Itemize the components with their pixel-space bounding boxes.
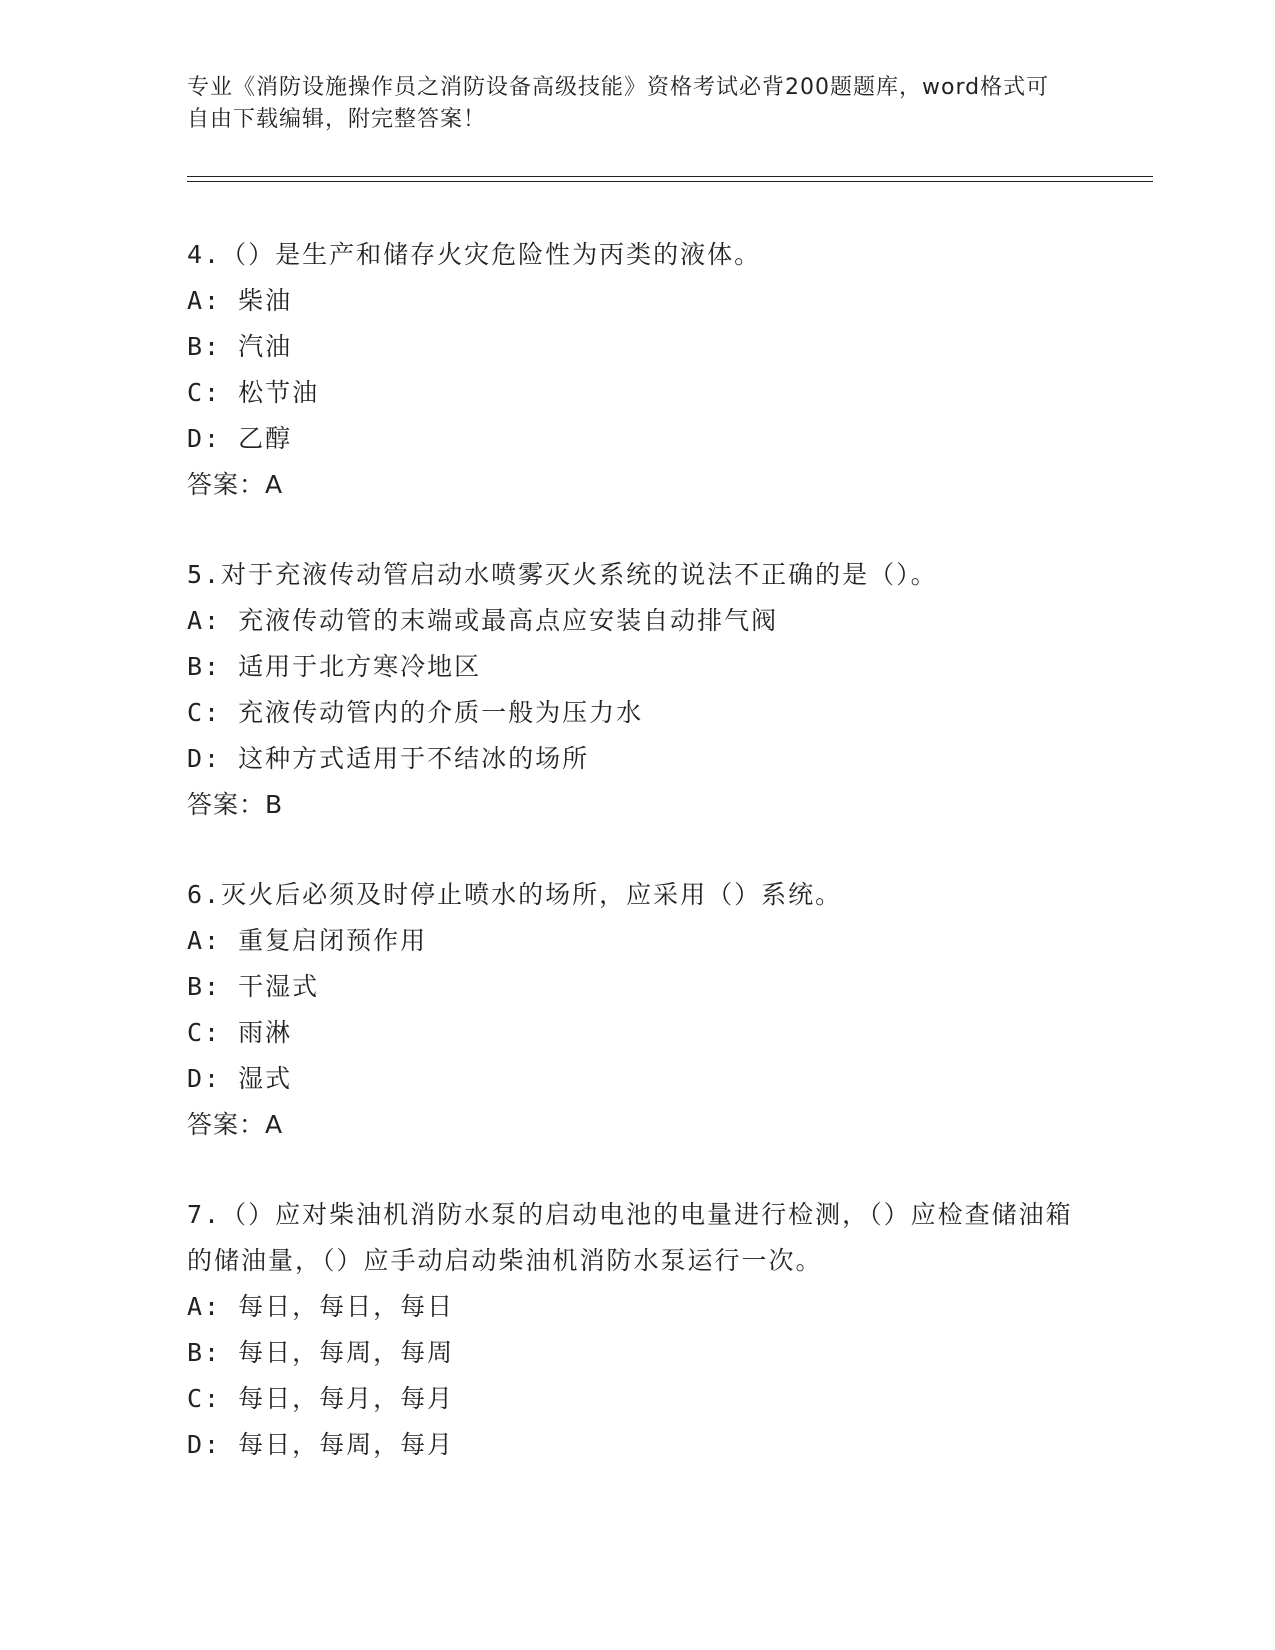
option-d: D: 每日，每周，每月 (187, 1430, 455, 1459)
option-c: C: 每日，每月，每月 (187, 1384, 455, 1413)
question-stem: 5.对于充液传动管启动水喷雾灭火系统的说法不正确的是（）。 (187, 560, 938, 589)
option-b: B: 每日，每周，每周 (187, 1338, 455, 1367)
question-stem: 7.（）应对柴油机消防水泵的启动电池的电量进行检测，（）应检查储油箱的储油量，（）应手动启动柴油机消防水泵运行一次。 (187, 1200, 1073, 1275)
question-7 (187, 1192, 1087, 1468)
question-4 (187, 232, 1087, 508)
answer: 答案：A (187, 1110, 284, 1139)
header-divider-bottom (187, 181, 1153, 182)
question-stem: 4.（）是生产和储存火灾危险性为丙类的液体。 (187, 240, 762, 269)
option-c: C: 松节油 (187, 378, 320, 407)
option-d: D: 乙醇 (187, 424, 293, 453)
question-5 (187, 552, 1087, 828)
document-header: 专业《消防设施操作员之消防设备高级技能》资格考试必背200题题库，word格式可自由下载编辑，附完整答案！ (187, 75, 1050, 132)
option-a: A: 重复启闭预作用 (187, 926, 428, 955)
option-a: A: 每日，每日，每日 (187, 1292, 455, 1321)
option-d: D: 这种方式适用于不结冰的场所 (187, 744, 590, 773)
option-c: C: 充液传动管内的介质一般为压力水 (187, 698, 644, 727)
header-divider-top (187, 176, 1153, 177)
question-6 (187, 872, 1087, 1148)
question-stem: 6.灭火后必须及时停止喷水的场所，应采用（）系统。 (187, 880, 843, 909)
answer: 答案：B (187, 790, 284, 819)
option-d: D: 湿式 (187, 1064, 293, 1093)
option-a: A: 充液传动管的末端或最高点应安装自动排气阀 (187, 606, 779, 635)
answer: 答案：A (187, 470, 284, 499)
option-c: C: 雨淋 (187, 1018, 293, 1047)
option-b: B: 干湿式 (187, 972, 320, 1001)
option-b: B: 适用于北方寒冷地区 (187, 652, 482, 681)
option-b: B: 汽油 (187, 332, 293, 361)
option-a: A: 柴油 (187, 286, 293, 315)
